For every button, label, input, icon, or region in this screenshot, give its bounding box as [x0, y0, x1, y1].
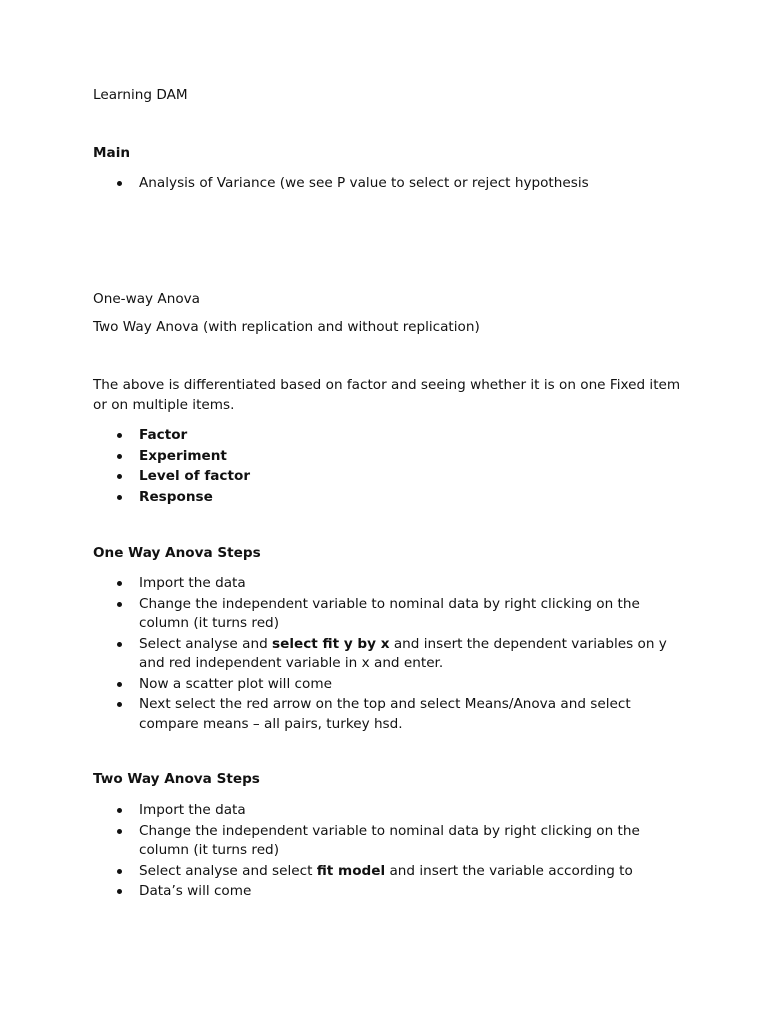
- list-item: Data’s will come: [93, 882, 683, 902]
- document-title: Learning DAM: [93, 87, 188, 103]
- list-item: Now a scatter plot will come: [93, 675, 683, 695]
- list-item: [93, 862, 683, 882]
- list-item: Next select the red arrow on the top and select Means/Anova and select compare means – all pairs, turkey hsd.: [93, 695, 683, 734]
- main-heading: Main: [93, 145, 131, 161]
- list-item: [93, 635, 683, 674]
- step-emphasis: fit model: [316, 862, 386, 879]
- list-item: Response: [93, 488, 683, 508]
- one-way-steps-list: [93, 574, 683, 735]
- step-text: Select analyse and select: [139, 862, 317, 879]
- list-item: Import the data: [93, 574, 683, 594]
- two-way-steps-heading: Two Way Anova Steps: [93, 771, 260, 787]
- main-list: [93, 174, 683, 195]
- one-way-anova-label: One-way Anova: [93, 291, 201, 307]
- list-item: Level of factor: [93, 467, 683, 487]
- step-text: Select analyse and: [139, 635, 273, 652]
- list-item: Analysis of Variance (we see P value to select or reject hypothesis: [93, 174, 683, 194]
- step-emphasis: select fit y by x: [272, 635, 390, 652]
- two-way-steps-list: [93, 801, 683, 903]
- terms-list: [93, 426, 683, 508]
- two-way-anova-label: Two Way Anova (with replication and without replication): [93, 319, 480, 335]
- step-text: and insert the dependent variables on y and red independent variable in x and enter.: [139, 635, 667, 671]
- step-text: and insert the variable according to: [385, 862, 633, 879]
- list-item: Factor: [93, 426, 683, 446]
- list-item: Import the data: [93, 801, 683, 821]
- one-way-steps-heading: One Way Anova Steps: [93, 545, 261, 561]
- list-item: Change the independent variable to nominal data by right clicking on the column (it turns red): [93, 595, 683, 634]
- list-item: Change the independent variable to nominal data by right clicking on the column (it turns red): [93, 822, 683, 861]
- list-item: Experiment: [93, 447, 683, 467]
- differentiation-paragraph: The above is differentiated based on factor and seeing whether it is on one Fixed item or on multiple items.: [93, 377, 681, 413]
